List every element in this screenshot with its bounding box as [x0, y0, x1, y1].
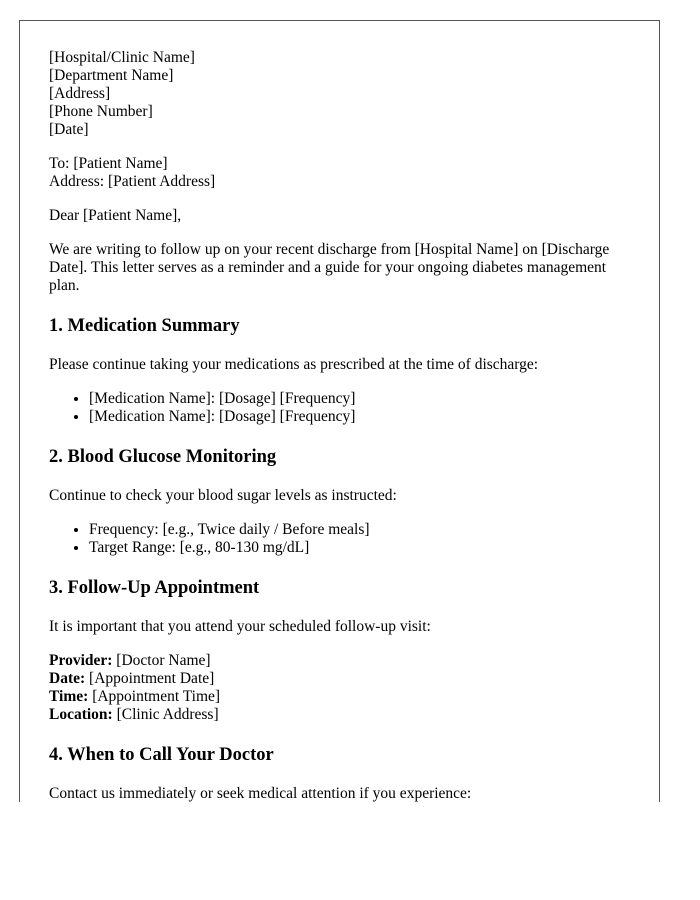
appointment-time: [49, 688, 639, 706]
appointment-date: [49, 670, 639, 688]
intro-paragraph: We are writing to follow up on your recent discharge from [Hospital Name] on [Discharge Date]. This letter serves as a reminder and a guide for your ongoing diabetes management plan.: [49, 241, 610, 294]
section-glucose-title: 2. Blood Glucose Monitoring: [49, 447, 277, 467]
department-name: [Department Name]: [49, 67, 174, 84]
sender-address: [Address]: [49, 85, 111, 102]
recipient-address: Address: [Patient Address]: [49, 173, 216, 190]
section-glucose-text: Continue to check your blood sugar levels as instructed:: [49, 487, 397, 504]
list-item: • Target Range: [e.g., 80-130 mg/dL]: [89, 539, 639, 557]
sender-phone: [Phone Number]: [49, 103, 153, 120]
letter-content: [49, 49, 639, 802]
recipient-name: To: [Patient Name]: [49, 155, 168, 172]
section-medication-text: Please continue taking your medications as prescribed at the time of discharge:: [49, 356, 539, 373]
appointment-details: [49, 652, 639, 724]
location-value: [Clinic Address]: [112, 706, 219, 723]
location-label: Location:: [49, 706, 113, 723]
list-item: • [Medication Name]: [Dosage] [Frequency]: [89, 408, 639, 426]
section-call-doctor-title: 4. When to Call Your Doctor: [49, 745, 274, 765]
letter-date: [Date]: [49, 121, 89, 138]
hospital-name: [Hospital/Clinic Name]: [49, 49, 195, 66]
salutation: Dear [Patient Name],: [49, 207, 182, 224]
letter-page: [19, 20, 660, 802]
date-label: Date:: [49, 670, 86, 687]
provider-value: [Doctor Name]: [112, 652, 211, 669]
list-item: • [Medication Name]: [Dosage] [Frequency]: [89, 390, 639, 408]
medication-list: [49, 390, 639, 426]
glucose-list: [49, 521, 639, 557]
recipient-block: [49, 155, 639, 191]
list-item: • Frequency: [e.g., Twice daily / Before meals]: [89, 521, 639, 539]
appointment-location: [49, 706, 639, 724]
time-value: [Appointment Time]: [88, 688, 221, 705]
appointment-provider: [49, 652, 639, 670]
section-call-doctor-text: Contact us immediately or seek medical attention if you experience:: [49, 785, 472, 802]
time-label: Time:: [49, 688, 89, 705]
section-medication-title: 1. Medication Summary: [49, 316, 240, 336]
sender-header: [49, 49, 639, 139]
date-value: [Appointment Date]: [85, 670, 215, 687]
provider-label: Provider:: [49, 652, 113, 669]
section-appointment-title: 3. Follow-Up Appointment: [49, 578, 260, 598]
section-appointment-text: It is important that you attend your scheduled follow-up visit:: [49, 618, 431, 635]
